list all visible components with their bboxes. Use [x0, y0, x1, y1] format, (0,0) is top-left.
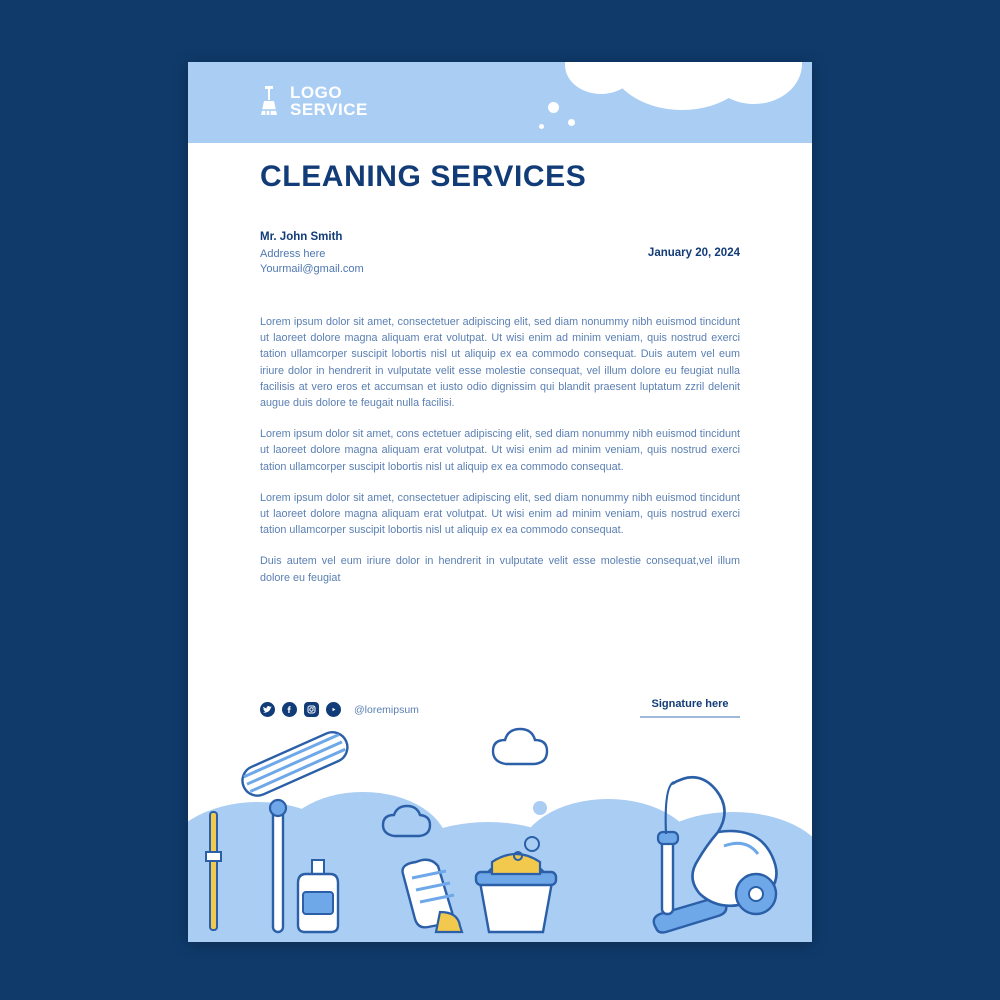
letter-body — [260, 314, 740, 586]
recipient-address: Address here — [260, 248, 326, 260]
body-paragraph: Lorem ipsum dolor sit amet, cons ectetuer adipiscing elit, sed diam nonummy nibh euismod tincidunt ut laoreet dolore magna aliquam erat volutpat. Ut wisi enim ad minim veniam, quis nostrud exerci tation ullamcorper suscipit lobortis nisl ut aliquip ex ea commodo consequat. — [260, 428, 740, 473]
logo-line-1: LOGO — [290, 83, 343, 102]
recipient-block — [260, 230, 364, 277]
header-band — [188, 62, 812, 143]
letter-date: January 20, 2024 — [647, 247, 740, 259]
letterhead-sheet — [188, 62, 812, 942]
recipient-name: Mr. John Smith — [260, 231, 343, 243]
logo-line-2: SERVICE — [290, 100, 368, 119]
social-handle: @loremipsum — [354, 703, 419, 716]
broom-icon — [260, 84, 284, 122]
signature-label: Signature here — [651, 698, 729, 710]
page-title: CLEANING SERVICES — [260, 160, 587, 193]
bubble-shape — [568, 119, 575, 126]
bubble-shape — [539, 124, 544, 129]
body-paragraph: Lorem ipsum dolor sit amet, consectetuer adipiscing elit, sed diam nonummy nibh euismod tincidunt ut laoreet dolore magna aliquam erat volutpat. Ut wisi enim ad minim veniam, quis nostrud exerci tation ullamcorper suscipit lobortis nisl ut aliquip ex ea commodo consequat. — [260, 491, 740, 537]
recipient-email: Yourmail@gmail.com — [260, 263, 364, 275]
logo-text — [290, 84, 368, 118]
body-paragraph: Duis autem vel eum iriure dolor in hendrerit in vulputate velit esse molestie consequat,vel illum dolore eu feugiat — [260, 555, 740, 584]
cleaning-supplies-illustration — [188, 712, 812, 942]
bubble-shape — [548, 102, 559, 113]
logo[interactable] — [260, 84, 368, 122]
body-paragraph: Lorem ipsum dolor sit amet, consectetuer adipiscing elit, sed diam nonummy nibh euismod tincidunt ut laoreet dolore magna aliquam erat volutpat. Ut wisi enim ad minim veniam, quis nostrud exerci tation ullamcorper suscipit lobortis nisl ut aliquip ex ea commodo consequat. Duis autem vel eum iriure dolor in hendrerit in vulputate velit esse molestie consequat, vel illum dolore eu feugiat nulla facilisis at vero eros et accumsan et iusto odio dignissim qui blandit praesent luptatum zzril delenit augue duis dolore te feugait nulla facilisi. — [260, 316, 740, 410]
